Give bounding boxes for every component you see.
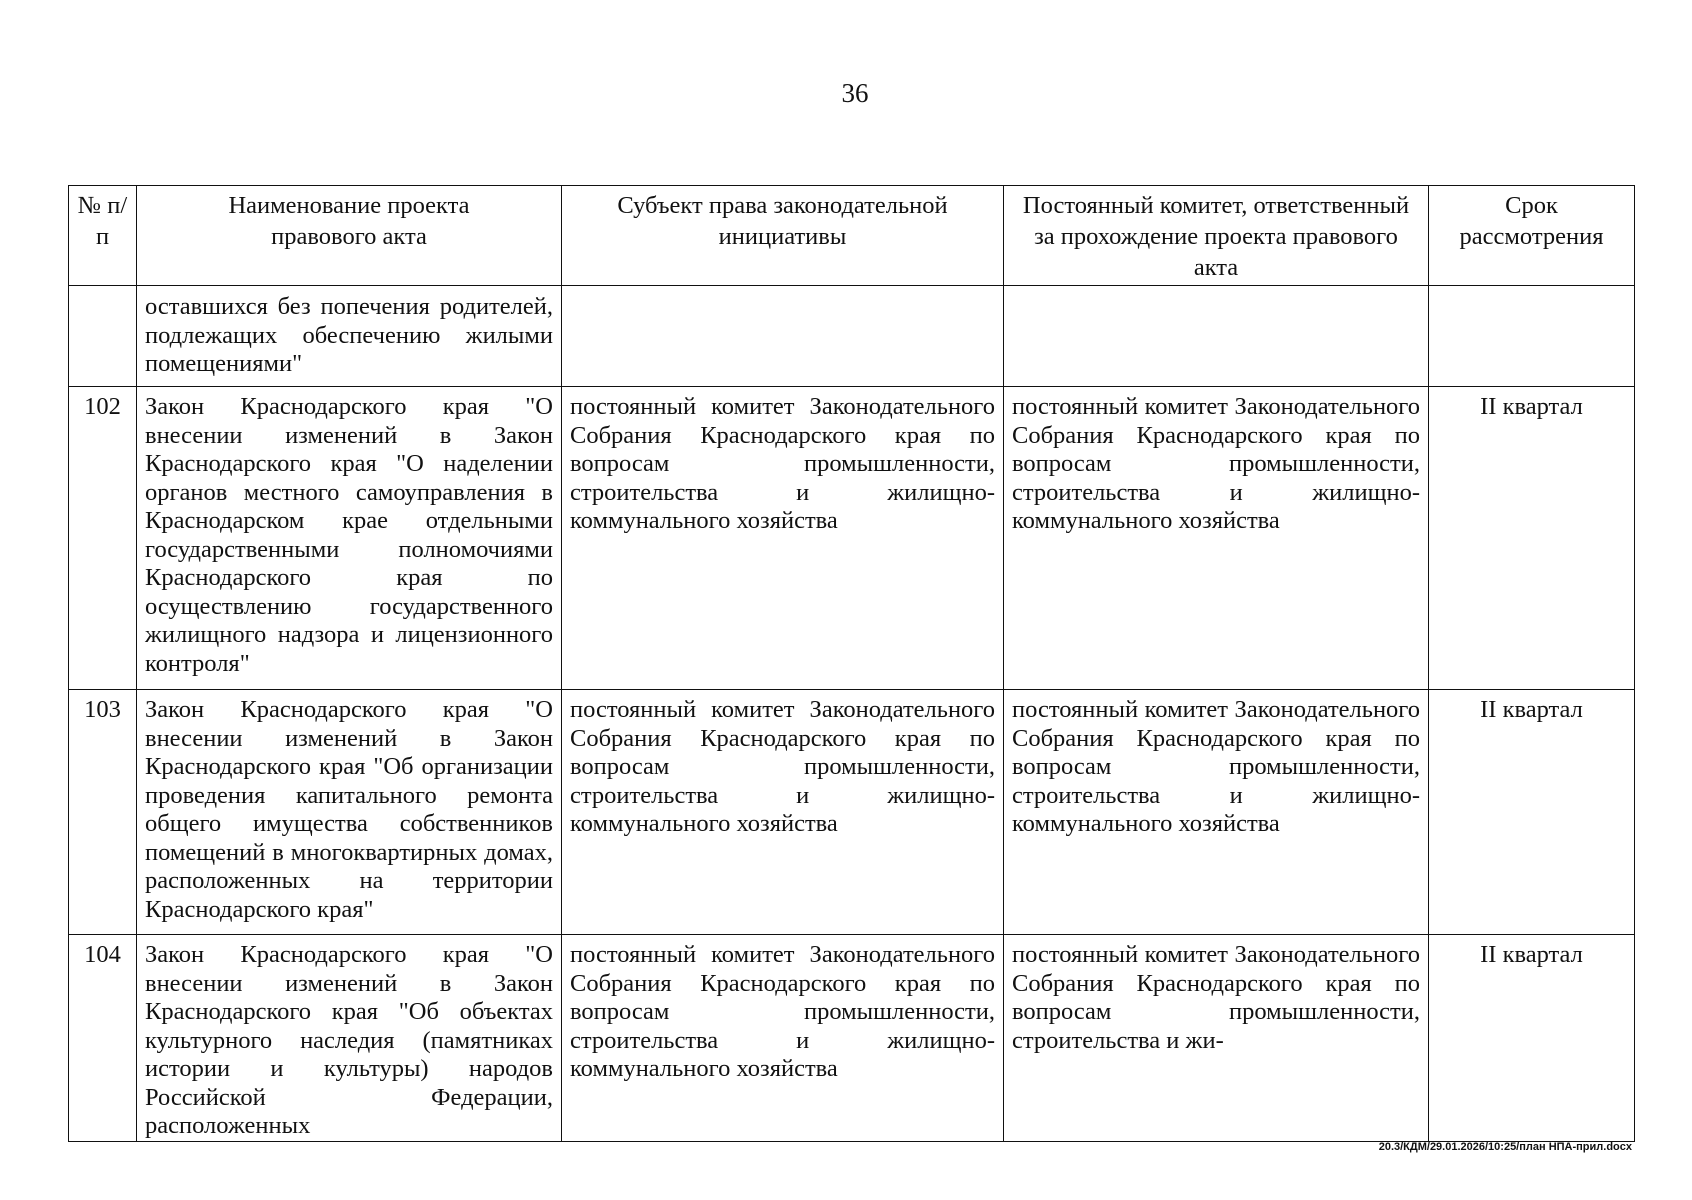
row-subject: постоянный комитет Законодательного Собрания Краснодарского края по вопросам промышленности, строительства и жилищно-коммунального хозяйства bbox=[562, 935, 1004, 1142]
page-number: 36 bbox=[841, 78, 869, 108]
header-term: Срок рассмотрения bbox=[1429, 186, 1635, 286]
row-committee: постоянный комитет Законодательного Собрания Краснодарского края по вопросам промышленности, строительства и жи- bbox=[1004, 935, 1429, 1142]
document-footer-reference: 20.3/КДМ/29.01.2026/10:25/план НПА-прил.docx bbox=[1378, 1141, 1632, 1153]
row-committee: постоянный комитет Законодательного Собрания Краснодарского края по вопросам промышленности, строительства и жилищно-коммунального хозяйства bbox=[1004, 690, 1429, 935]
header-num: № п/п bbox=[69, 186, 137, 286]
table-row-continuation bbox=[69, 286, 1635, 387]
row-committee bbox=[1004, 286, 1429, 387]
legislative-plan-table bbox=[68, 185, 1635, 1142]
row-name: Закон Краснодарского края "О внесении изменений в Закон Краснодарского края "Об объектах культурного наследия (памятниках истории и культуры) народов Российской Федерации, расположенных bbox=[137, 935, 562, 1142]
row-subject: постоянный комитет Законодательного Собрания Краснодарского края по вопросам промышленности, строительства и жилищно-коммунального хозяйства bbox=[562, 690, 1004, 935]
header-name: Наименование проекта правового акта bbox=[137, 186, 562, 286]
header-committee: Постоянный комитет, ответственный за прохождение проекта правового акта bbox=[1004, 186, 1429, 286]
table-row bbox=[69, 690, 1635, 935]
header-subject: Субъект права законодательной инициативы bbox=[562, 186, 1004, 286]
row-name: оставшихся без попечения родителей, подлежащих обеспечению жилыми помещениями" bbox=[137, 286, 562, 387]
row-name: Закон Краснодарского края "О внесении изменений в Закон Краснодарского края "Об организации проведения капитального ремонта общего имущества собственников помещений в многоквартирных домах, расположенных на территории Краснодарского края" bbox=[137, 690, 562, 935]
row-num: 103 bbox=[69, 690, 137, 935]
row-num: 102 bbox=[69, 387, 137, 690]
row-subject bbox=[562, 286, 1004, 387]
row-term: II квартал bbox=[1429, 387, 1635, 690]
table-row bbox=[69, 387, 1635, 690]
row-term: II квартал bbox=[1429, 935, 1635, 1142]
table-row bbox=[69, 935, 1635, 1142]
table-header-row bbox=[69, 186, 1635, 286]
row-num: 104 bbox=[69, 935, 137, 1142]
row-num bbox=[69, 286, 137, 387]
row-name: Закон Краснодарского края "О внесении изменений в Закон Краснодарского края "О наделении органов местного самоуправления в Краснодарском крае отдельными государственными полномочиями Краснодарского края по осуществлению государственного жилищного надзора и лицензионного контроля" bbox=[137, 387, 562, 690]
row-committee: постоянный комитет Законодательного Собрания Краснодарского края по вопросам промышленности, строительства и жилищно-коммунального хозяйства bbox=[1004, 387, 1429, 690]
row-term bbox=[1429, 286, 1635, 387]
row-subject: постоянный комитет Законодательного Собрания Краснодарского края по вопросам промышленности, строительства и жилищно-коммунального хозяйства bbox=[562, 387, 1004, 690]
row-term: II квартал bbox=[1429, 690, 1635, 935]
